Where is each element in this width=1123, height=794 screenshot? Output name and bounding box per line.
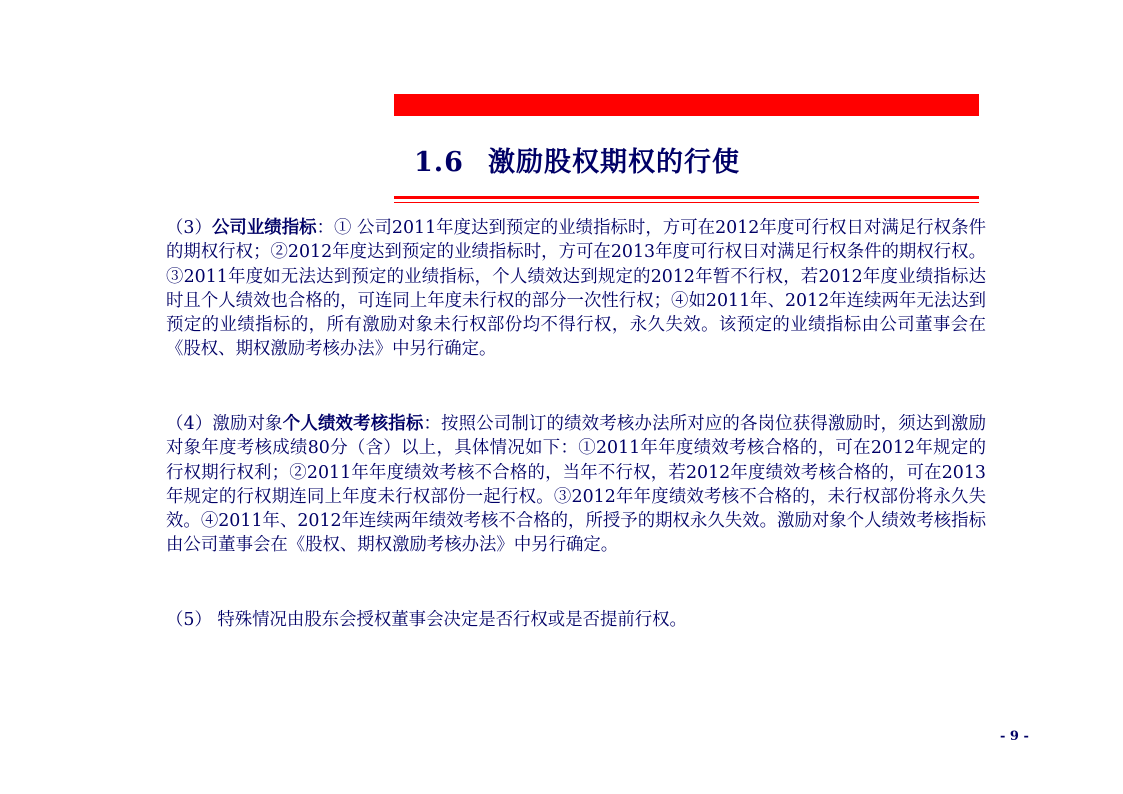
slide-title xyxy=(414,140,740,179)
paragraph-body: （5） 特殊情况由股东会授权董事会决定是否行权或是否提前行权。 xyxy=(166,610,687,630)
paragraph-prefix: （3） xyxy=(166,218,212,238)
page-number: - 9 - xyxy=(1000,729,1029,744)
paragraph-body: ：① 公司2011年度达到预定的业绩指标时，方可在2012年度可行权日对满足行权条件的期权行权；②2012年度达到预定的业绩指标时，方可在2013年度可行权日对满足行权条件的期权行权。③2011年度如无法达到预定的业绩指标，个人绩效达到规定的2012年暂不行权，若2012年度业绩指标达时且个人绩效也合格的，可连同上年度未行权的部分一次性行权；④如2011年、2012年连续两年无法达到预定的业绩指标的，所有激励对象未行权部份均不得行权，永久失效。该预定的业绩指标由公司董事会在《股权、期权激励考核办法》中另行确定。 xyxy=(166,218,986,360)
header-red-bar xyxy=(394,94,979,116)
title-underline-thin xyxy=(394,202,979,203)
paragraph-company-performance xyxy=(166,216,986,362)
section-number: 1.6 xyxy=(414,147,464,178)
paragraph-body: ：按照公司制订的绩效考核办法所对应的各岗位获得激励时，须达到激励对象年度考核成绩80分（含）以上，具体情况如下：①2011年年度绩效考核合格的，可在2012年规定的行权期行权利；②2011年年度绩效考核不合格的，当年不行权，若2012年度绩效考核合格的，可在2013年规定的行权期连同上年度未行权部份一起行权。③2012年年度绩效考核不合格的，未行权部份将永久失效。④2011年、2012年连续两年绩效考核不合格的，所授予的期权永久失效。激励对象个人绩效考核指标由公司董事会在《股权、期权激励考核办法》中另行确定。 xyxy=(166,414,986,556)
paragraph-individual-performance xyxy=(166,412,986,558)
paragraph-heading: 公司业绩指标 xyxy=(211,218,317,238)
paragraph-prefix: （4）激励对象 xyxy=(166,414,283,434)
section-title: 激励股权期权的行使 xyxy=(487,147,740,178)
title-underline-thick xyxy=(394,196,979,199)
paragraph-special-cases xyxy=(166,608,986,632)
paragraph-heading: 个人绩效考核指标 xyxy=(282,414,424,434)
